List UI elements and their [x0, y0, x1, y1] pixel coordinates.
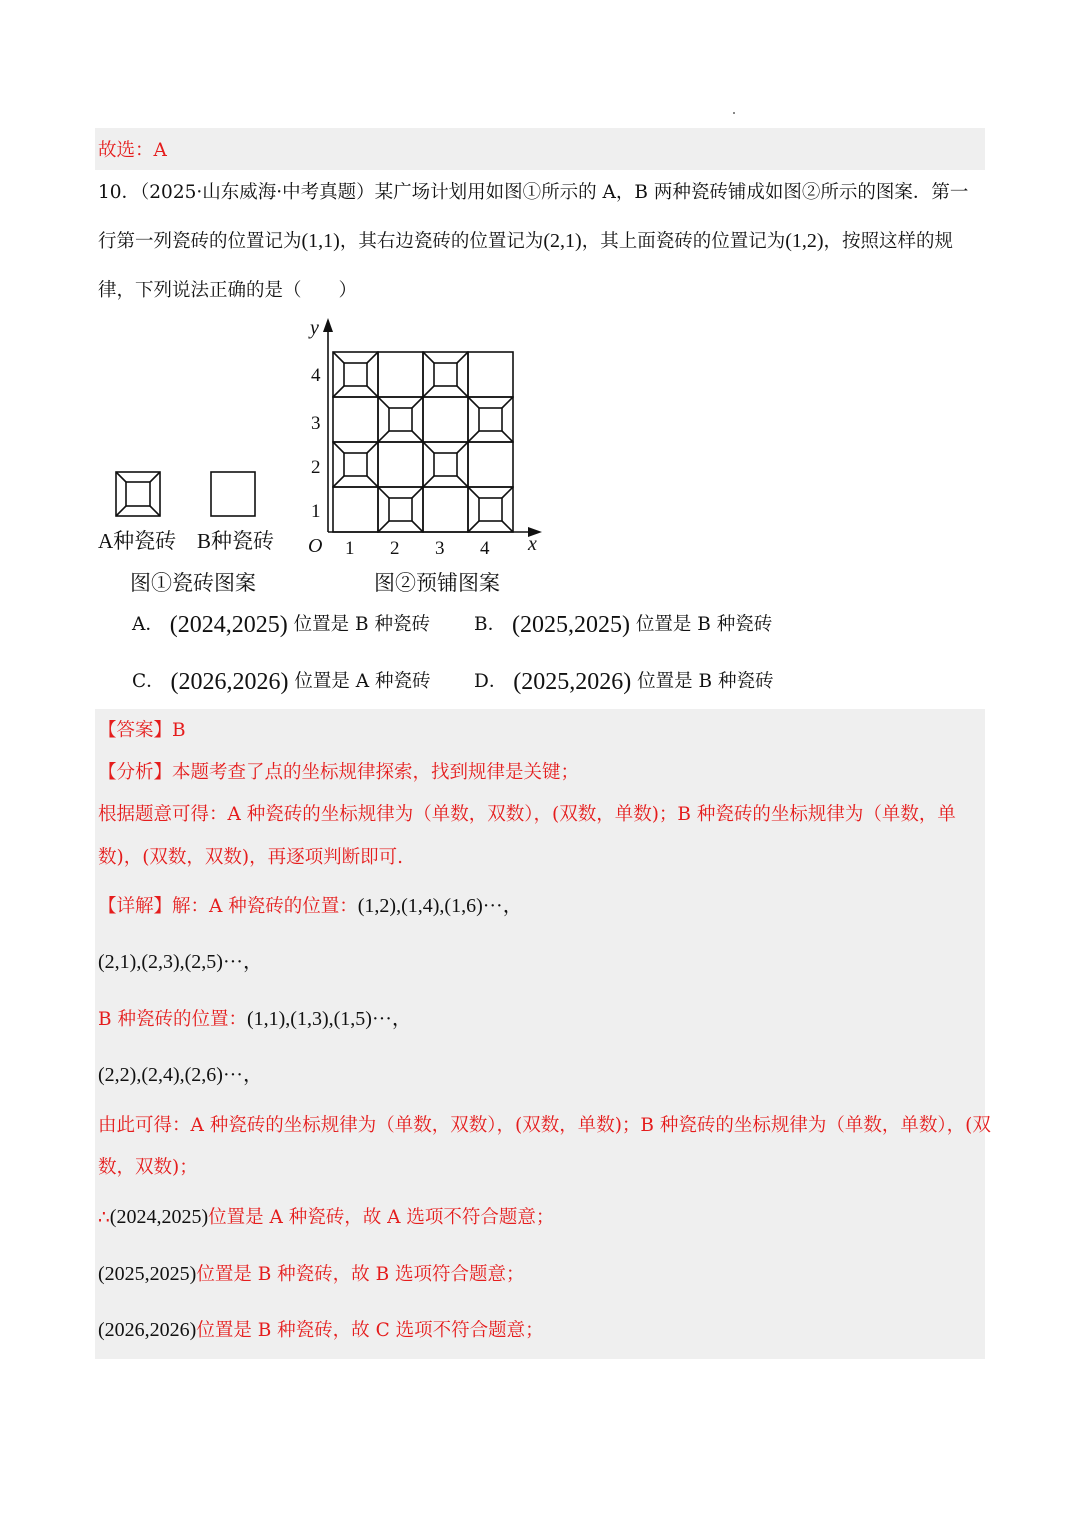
tile-a-4-1 — [468, 487, 513, 532]
therefore-sign: ∴ — [98, 1207, 110, 1228]
tile-figure — [96, 314, 556, 604]
detail-b-points: (1,1),(1,3),(1,5)···， — [246, 1008, 412, 1030]
check-a-line — [98, 1205, 554, 1230]
q-text-c: ，其上面瓷砖的位置记为 — [581, 231, 786, 252]
detail-a-text: 解：A 种瓷砖的位置： — [172, 896, 358, 917]
analysis-line-2: 根据题意可得：A 种瓷砖的坐标规律为（单数，双数），(双数，单数)；B 种瓷砖的坐标规律为（单数，单 — [98, 804, 956, 825]
tile-grid — [333, 352, 513, 532]
tile-a-label: A种瓷砖 — [98, 529, 177, 553]
origin-label: O — [308, 535, 323, 557]
q-coord-3: (1,2) — [785, 230, 824, 252]
rule-line-1: 由此可得：A 种瓷砖的坐标规律为（单数，双数），(双数，单数)；B 种瓷砖的坐标规律为（单数，单数），(双 — [98, 1115, 991, 1136]
axes — [323, 318, 542, 537]
option-c[interactable] — [132, 667, 431, 696]
option-coord: (2024,2025) — [169, 612, 288, 638]
tile-b-1-3 — [333, 397, 378, 442]
x-axis-label: x — [528, 533, 537, 555]
detail-line-1 — [98, 894, 523, 919]
detail-b-text: B 种瓷砖的位置： — [98, 1009, 247, 1030]
x-tick-1: 1 — [345, 538, 355, 559]
option-coord: (2026,2026) — [170, 669, 289, 695]
analysis-line — [98, 761, 579, 785]
x-tick-2: 2 — [390, 538, 400, 559]
q-text-b: ，其右边瓷砖的位置记为 — [339, 231, 544, 252]
tile-a-3-4 — [423, 352, 468, 397]
check-a-text: 位置是 A 种瓷砖，故 A 选项不符合题意； — [208, 1207, 555, 1228]
y-tick-2: 2 — [311, 457, 321, 478]
prev-answer-band — [95, 128, 985, 170]
check-b-coord: (2025,2025) — [98, 1263, 197, 1285]
detail-tag: 【详解】 — [98, 896, 173, 917]
analysis-text: 本题考查了点的坐标规律探索，找到规律是关键； — [172, 762, 580, 783]
question-line-3: 律，下列说法正确的是（ ） — [98, 280, 358, 301]
option-letter: B． — [474, 614, 507, 635]
tile-b-3-3 — [423, 397, 468, 442]
tile-a-4-3 — [468, 397, 513, 442]
option-coord: (2025,2026) — [513, 669, 632, 695]
option-letter: D． — [474, 671, 508, 692]
detail-line-3 — [98, 1007, 412, 1032]
detail-line-4: (2,2),(2,4),(2,6)···， — [98, 1064, 263, 1086]
check-c-text: 位置是 B 种瓷砖，故 C 选项不符合题意； — [196, 1320, 544, 1341]
check-b-text: 位置是 B 种瓷砖，故 B 选项符合题意； — [196, 1264, 525, 1285]
x-tick-3: 3 — [435, 538, 445, 559]
tile-b-label: B种瓷砖 — [197, 529, 275, 553]
tile-a-1-2 — [333, 442, 378, 487]
check-a-coord: (2024,2025) — [109, 1206, 209, 1228]
option-text: 位置是 B 种瓷砖 — [635, 614, 773, 635]
q-text-a: 行第一列瓷砖的位置记为 — [98, 231, 302, 252]
tile-b-3-1 — [423, 487, 468, 532]
q-text-d: ，按照这样的规 — [823, 231, 954, 252]
y-tick-1: 1 — [311, 501, 321, 522]
analysis-tag: 【分析】 — [98, 762, 173, 783]
speck — [733, 112, 735, 114]
y-axis-label: y — [310, 317, 319, 339]
tile-b-icon — [211, 472, 255, 516]
option-text: 位置是 B 种瓷砖 — [293, 614, 430, 635]
tile-b-2-2 — [378, 442, 423, 487]
check-c-line — [98, 1318, 544, 1343]
analysis-line-3: 数)，(双数，双数)，再逐项判断即可. — [98, 847, 404, 868]
tile-a-1-4 — [333, 352, 378, 397]
y-tick-3: 3 — [311, 413, 321, 434]
option-d[interactable] — [474, 667, 773, 696]
check-c-coord: (2026,2026) — [98, 1319, 197, 1341]
option-letter: A． — [132, 614, 164, 635]
option-letter: C． — [132, 671, 165, 692]
q-coord-2: (2,1) — [543, 230, 582, 252]
caption-1: 图①瓷砖图案 — [130, 571, 256, 595]
answer-line: 【答案】B — [98, 720, 186, 741]
tile-a-2-3 — [378, 397, 423, 442]
option-b[interactable] — [474, 610, 772, 639]
tile-a-icon — [116, 472, 160, 516]
tile-a-2-1 — [378, 487, 423, 532]
tile-b-4-4 — [468, 352, 513, 397]
detail-a-points: (1,2),(1,4),(1,6)···， — [357, 895, 523, 917]
option-a[interactable] — [132, 610, 430, 639]
rule-line-2: 数，双数)； — [98, 1157, 198, 1178]
tile-b-1-1 — [333, 487, 378, 532]
check-b-line — [98, 1262, 525, 1287]
detail-line-2: (2,1),(2,3),(2,5)···， — [98, 951, 263, 973]
option-coord: (2025,2025) — [512, 612, 630, 638]
tile-b-4-2 — [468, 442, 513, 487]
q-coord-1: (1,1) — [301, 230, 340, 252]
question-line-2 — [98, 229, 953, 254]
x-tick-4: 4 — [480, 538, 490, 559]
y-tick-4: 4 — [311, 365, 321, 386]
tile-b-2-4 — [378, 352, 423, 397]
question-line-1: 10．（2025·山东威海·中考真题）某广场计划用如图①所示的 A，B 两种瓷砖铺成如图②所示的图案．第一 — [98, 182, 969, 203]
prev-answer: 故选：A — [98, 140, 167, 161]
option-text: 位置是 B 种瓷砖 — [637, 671, 774, 692]
tile-a-3-2 — [423, 442, 468, 487]
option-text: 位置是 A 种瓷砖 — [294, 671, 431, 692]
caption-2: 图②预铺图案 — [374, 571, 500, 595]
